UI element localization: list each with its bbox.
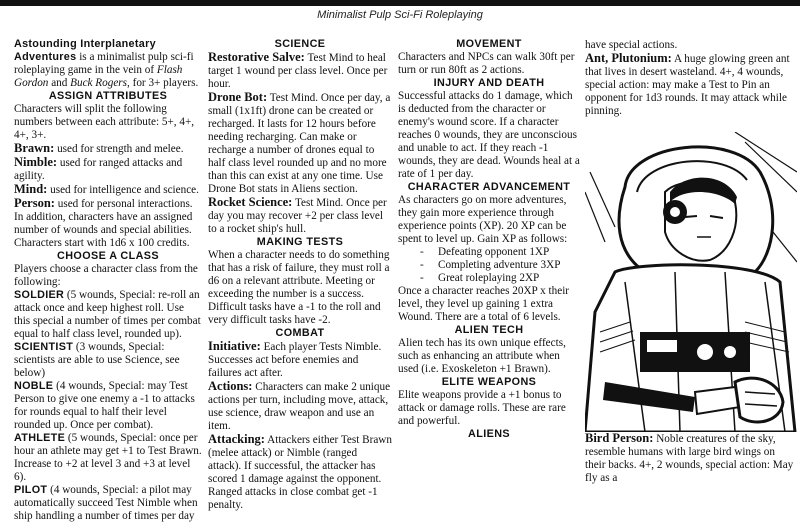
elite-weapons-text: Elite weapons provide a +1 bonus to attack or damage rolls. These are rare and powerful. bbox=[398, 389, 566, 427]
alien-bird-person: Bird Person: Noble creatures of the sky, resemble humans with large bird wings on their backs. 4+, 2 wounds, special action: May fly as a bbox=[585, 431, 794, 484]
combat-heading: COMBAT bbox=[275, 327, 325, 339]
column-1 bbox=[14, 38, 202, 523]
class-athlete: ATHLETE (5 wounds, Special: once per hour an athlete may get +1 to Test Brawn. Increase to +2 at level 3 and +3 at level 6). bbox=[14, 432, 202, 483]
advancement-after: Once a character reaches 20XP x their level, they level up gaining 1 extra Wound. There are a total of 6 levels. bbox=[398, 285, 570, 323]
list-item: - Defeating opponent 1XP bbox=[420, 246, 580, 259]
class-noble: NOBLE (4 wounds, Special: may Test Person to give one enemy a -1 to attacks for rounds equal to half their level rounded up. Once per combat). bbox=[14, 380, 195, 431]
science-rocket-science: Rocket Science: Test Mind. Once per day you may recover +2 per class level to a rocket ship's hull. bbox=[208, 195, 387, 235]
alien-tech-text: Alien tech has its own unique effects, such as enhancing an attribute when used (i.e. Exoskeleton +1 Brawn). bbox=[398, 337, 566, 375]
attribute-mind: Mind: used for intelligence and science. bbox=[14, 182, 199, 196]
injury-heading: INJURY AND DEATH bbox=[433, 77, 545, 89]
making-tests-heading: MAKING TESTS bbox=[256, 236, 344, 248]
science-restorative-salve: Restorative Salve: Test Mind to heal target 1 wound per class level. Once per hour. bbox=[208, 50, 388, 90]
assign-text: Characters will split the following numbers between each attribute: 5+, 4+, 4+, 3+. bbox=[14, 103, 195, 141]
combat-actions: Actions: Characters can make 2 unique actions per turn, including move, attack, use science, draw weapon and use an item. bbox=[208, 379, 391, 432]
advancement-text: As characters go on more adventures, they gain more experience through experience points (XP). 20 XP can be spent to level up. Gain XP as follows: bbox=[398, 194, 568, 245]
science-drone-bot: Drone Bot: Test Mind. Once per day, a small (1x1ft) drone can be created or recharged. It lasts for 12 hours before needing recharging. Can make or recharge a number of drones equal to half class level rounded up and no more than this can exist at any one time. Use Drone Bot stats in Aliens section. bbox=[208, 90, 391, 195]
elite-weapons-heading: ELITE WEAPONS bbox=[441, 376, 537, 388]
column-3 bbox=[398, 38, 580, 441]
attribute-brawn: Brawn: used for strength and melee. bbox=[14, 141, 184, 155]
title-band bbox=[0, 0, 800, 6]
class-soldier: SOLDIER (5 wounds, Special: re-roll an attack once and keep highest roll. Use this special a number of times per combat equal to half class level, rounded up). bbox=[14, 289, 201, 340]
advancement-heading: CHARACTER ADVANCEMENT bbox=[407, 181, 571, 193]
alien-tech-heading: ALIEN TECH bbox=[454, 324, 524, 336]
combat-attacking: Attacking: Attackers either Test Brawn (melee attack) or Nimble (ranged attack). If successful, the attacker has scored 1 damage against the opponent. Ranged attacks in close combat get -1 penalty. bbox=[208, 432, 392, 511]
science-heading: SCIENCE bbox=[274, 38, 326, 50]
attribute-nimble: Nimble: used for ranged attacks and agility. bbox=[14, 155, 183, 182]
column-2 bbox=[208, 38, 392, 512]
astronaut-pilot-illustration bbox=[585, 132, 797, 432]
assign-after-text: In addition, characters have an assigned number of wounds and special abilities. Characters start with 1d6 x 100 credits. bbox=[14, 211, 193, 249]
xp-list bbox=[398, 246, 580, 285]
making-tests-text: When a character needs to do something that has a risk of failure, they must roll a d6 on a relevant attribute. Meeting or exceeding the number is a success. Difficult tasks have a -1 to the roll and very difficult tasks have -2. bbox=[208, 249, 390, 326]
list-item: - Completing adventure 3XP bbox=[420, 259, 580, 272]
class-intro: Players choose a character class from the following: bbox=[14, 263, 198, 288]
aliens-heading: ALIENS bbox=[468, 428, 510, 440]
assign-attributes-heading: ASSIGN ATTRIBUTES bbox=[48, 90, 168, 102]
intro-paragraph: Astounding Interplanetary Adventures is a minimalist pulp sci-fi roleplaying game in the vein of Flash Gordon and Buck Rogers, for 3+ players. bbox=[14, 38, 199, 89]
column-4 bbox=[585, 39, 797, 485]
list-item: - Great roleplaying 2XP bbox=[420, 272, 580, 285]
combat-initiative: Initiative: Each player Tests Nimble. Successes act before enemies and failures act after. bbox=[208, 339, 382, 379]
class-pilot: PILOT (4 wounds, Special: a pilot may automatically succeed Test Nimble when ship handling a number of times per day bbox=[14, 484, 198, 522]
page-subtitle: Minimalist Pulp Sci-Fi Roleplaying bbox=[317, 9, 483, 21]
choose-class-heading: CHOOSE A CLASS bbox=[57, 250, 159, 262]
attribute-person: Person: used for personal interactions. bbox=[14, 196, 193, 210]
injury-text: Successful attacks do 1 damage, which is deducted from the character or enemy's wound score. If a character reaches 0 wounds, they are unconscious and unable to act. If they reach -1 wounds, they are dead. Wounds heal at a rate of 1 per day. bbox=[398, 90, 580, 180]
movement-heading: MOVEMENT bbox=[456, 38, 522, 50]
class-scientist: SCIENTIST (3 wounds, Special: scientists are able to use Science, see below) bbox=[14, 341, 180, 379]
alien-ant-plutonium: Ant, Plutonium: A huge glowing green ant that lives in desert wasteland. 4+, 4 wounds, special action: may make a Test to Pin an opponent for 1d3 rounds. It may attack while pinning. bbox=[585, 51, 790, 117]
continued-text: have special actions. bbox=[585, 39, 678, 51]
movement-text: Characters and NPCs can walk 30ft per turn or run 80ft as 2 actions. bbox=[398, 51, 575, 76]
game-title: Astounding Interplanetary Adventures bbox=[14, 38, 156, 63]
